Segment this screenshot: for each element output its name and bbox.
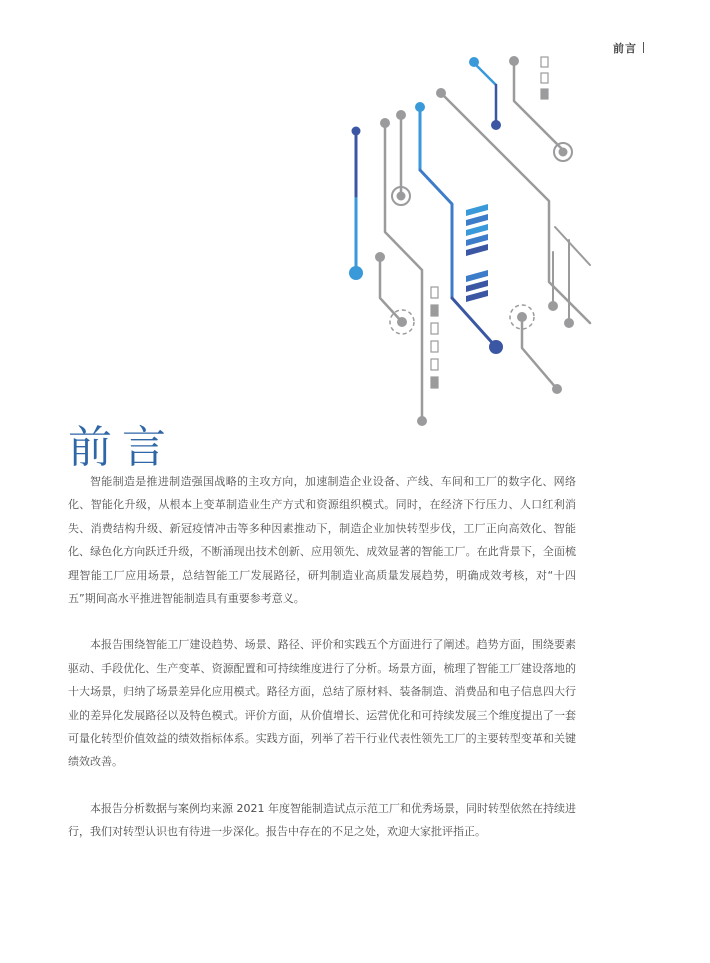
paragraph: 本报告围绕智能工厂建设趋势、场景、路径、评价和实践五个方面进行了阐述。趋势方面，围绕要素驱动、手段优化、生产变革、资源配置和可持续维度进行了分析。场景方面，梳理了智能工厂建设落地的十大场景，归纳了场景差异化应用模式。路径方面，总结了原材料、装备制造、消费品和电子信息四大行业的差异化发展路径以及特色模式。评价方面，从价值增长、运营优化和可持续发展三个维度提出了一套可量化转型价值效益的绩效指标体系。实践方面，列举了若干行业代表性领先工厂的主要转型变革和关键绩效改善。 [68, 638, 576, 769]
paragraph: 本报告分析数据与案例均来源 2021 年度智能制造试点示范工厂和优秀场景，同时转型依然在持续进行，我们对转型认识也有待进一步深化。报告中存在的不足之处，欢迎大家批评指正。 [68, 801, 576, 839]
body-text [68, 470, 576, 867]
circuit-trace-mid-blue [420, 170, 452, 298]
circuit-trace-gray [555, 227, 590, 265]
paragraph: 智能制造是推进制造强国战略的主攻方向，加速制造企业设备、产线、车间和工厂的数字化、网络化、智能化升级，从根本上变革制造业生产方式和资源组织模式。同时，在经济下行压力、人口红利消失、消费结构升级、新冠疫情冲击等多种因素推动下，制造企业加快转型步伐，工厂正向高效化、智能化、绿色化方向跃迁升级，不断涌现出技术创新、应用领先、成效显著的智能工厂。在此背景下，全面梳理智能工厂应用场景，总结智能工厂发展路径，研判制造业高质量发展趋势，明确成效考核，对“十四五”期间高水平推进智能制造具有重要参考意义。 [68, 475, 576, 606]
circuit-trace-gray [441, 93, 590, 323]
circuit-trace-gray [380, 257, 402, 322]
circuit-node [415, 102, 425, 112]
circuit-node [436, 88, 446, 98]
circuit-node [349, 266, 363, 280]
circuit-bar [466, 234, 488, 246]
circuit-node [396, 110, 406, 120]
circuit-node [548, 301, 558, 311]
circuit-bar [466, 270, 488, 282]
circuit-node [552, 384, 562, 394]
circuit-trace-gray [522, 316, 557, 389]
circuit-square [541, 73, 548, 83]
circuit-bar [466, 224, 488, 236]
circuit-node [417, 416, 427, 426]
circuit-node [491, 120, 501, 130]
circuit-bar [466, 204, 488, 216]
circuit-node [489, 340, 503, 354]
circuit-node [469, 57, 479, 67]
circuit-bar [466, 290, 488, 302]
circuit-trace-gray [385, 123, 422, 421]
circuit-node [397, 192, 406, 201]
circuit-trace-gray [514, 61, 563, 150]
circuit-node [375, 252, 385, 262]
circuit-square [431, 323, 438, 334]
circuit-bar [466, 214, 488, 226]
circuit-node [397, 317, 407, 327]
circuit-square [541, 89, 548, 99]
circuit-square [431, 305, 438, 316]
page-title: 前言 [68, 422, 176, 474]
circuit-bar [466, 280, 488, 292]
circuit-node [352, 127, 361, 136]
circuit-node [380, 118, 390, 128]
circuit-node [509, 56, 519, 66]
circuit-square [431, 341, 438, 352]
circuit-trace-dark-blue [452, 298, 496, 347]
circuit-node [517, 312, 527, 322]
running-header-title: 前言 [613, 42, 637, 55]
circuit-bar [466, 244, 488, 256]
circuit-node [559, 148, 568, 157]
circuit-node [564, 318, 574, 328]
circuit-square [431, 377, 438, 388]
circuit-square [431, 359, 438, 370]
circuit-square [541, 57, 548, 67]
circuit-square [431, 287, 438, 298]
circuit-trace-light-blue [474, 63, 496, 85]
